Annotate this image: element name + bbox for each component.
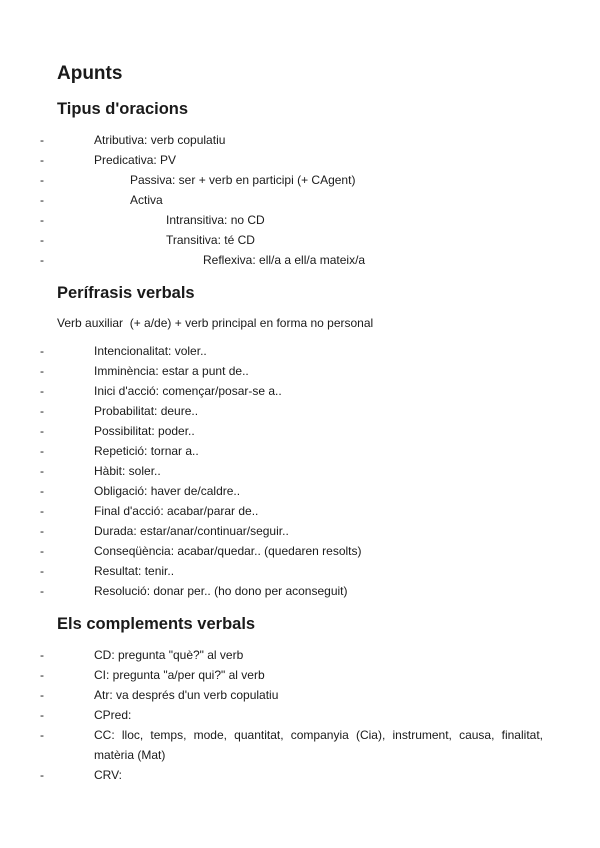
page-title: Apunts — [57, 63, 123, 84]
list-item: - CC: lloc, temps, mode, quantitat, companyia (Cia), instrument, causa, finalitat, matèria (Mat) — [57, 725, 543, 765]
list-item: - Resolució: donar per.. (ho dono per aconseguit) — [57, 581, 543, 601]
section-complements — [57, 613, 543, 785]
document-page — [57, 62, 543, 797]
list-item: - Final d'acció: acabar/parar de.. — [57, 501, 543, 521]
section-perifrasis — [57, 282, 543, 601]
list-item: - Atr: va després d'un verb copulatiu — [57, 685, 543, 705]
list-item: - Conseqüència: acabar/quedar.. (quedaren resolts) — [57, 541, 543, 561]
list-item: - CD: pregunta "què?" al verb — [57, 645, 543, 665]
list-item: - Intencionalitat: voler.. — [57, 341, 543, 361]
section-heading: Tipus d'oracions — [57, 100, 189, 118]
section-tipus-oracions — [57, 98, 543, 270]
list-item: - Imminència: estar a punt de.. — [57, 361, 543, 381]
list-item: - Resultat: tenir.. — [57, 561, 543, 581]
list-item: - Reflexiva: ell/a a ell/a mateix/a — [57, 250, 543, 270]
list-item: - Atributiva: verb copulatiu — [57, 130, 543, 150]
list-item: - CRV: — [57, 765, 543, 785]
section-heading: Els complements verbals — [57, 615, 256, 633]
list-item: - Durada: estar/anar/continuar/seguir.. — [57, 521, 543, 541]
list-item: - Transitiva: té CD — [57, 230, 543, 250]
list-item: - Activa — [57, 190, 543, 210]
list-item: - Inici d'acció: començar/posar-se a.. — [57, 381, 543, 401]
perifrasis-list — [57, 341, 543, 601]
list-item: - Repetició: tornar a.. — [57, 441, 543, 461]
list-item: - Obligació: haver de/caldre.. — [57, 481, 543, 501]
list-item: - CI: pregunta "a/per qui?" al verb — [57, 665, 543, 685]
oracions-list — [57, 130, 543, 270]
list-item: - Possibilitat: poder.. — [57, 421, 543, 441]
list-item: - Probabilitat: deure.. — [57, 401, 543, 421]
complements-list — [57, 645, 543, 785]
list-item: - Hàbit: soler.. — [57, 461, 543, 481]
section-intro: Verb auxiliar (+ a/de) + verb principal en forma no personal — [57, 316, 374, 330]
list-item: - Intransitiva: no CD — [57, 210, 543, 230]
section-heading: Perífrasis verbals — [57, 284, 195, 302]
list-item: - Predicativa: PV — [57, 150, 543, 170]
list-item: - Passiva: ser + verb en participi (+ CAgent) — [57, 170, 543, 190]
list-item: - CPred: — [57, 705, 543, 725]
